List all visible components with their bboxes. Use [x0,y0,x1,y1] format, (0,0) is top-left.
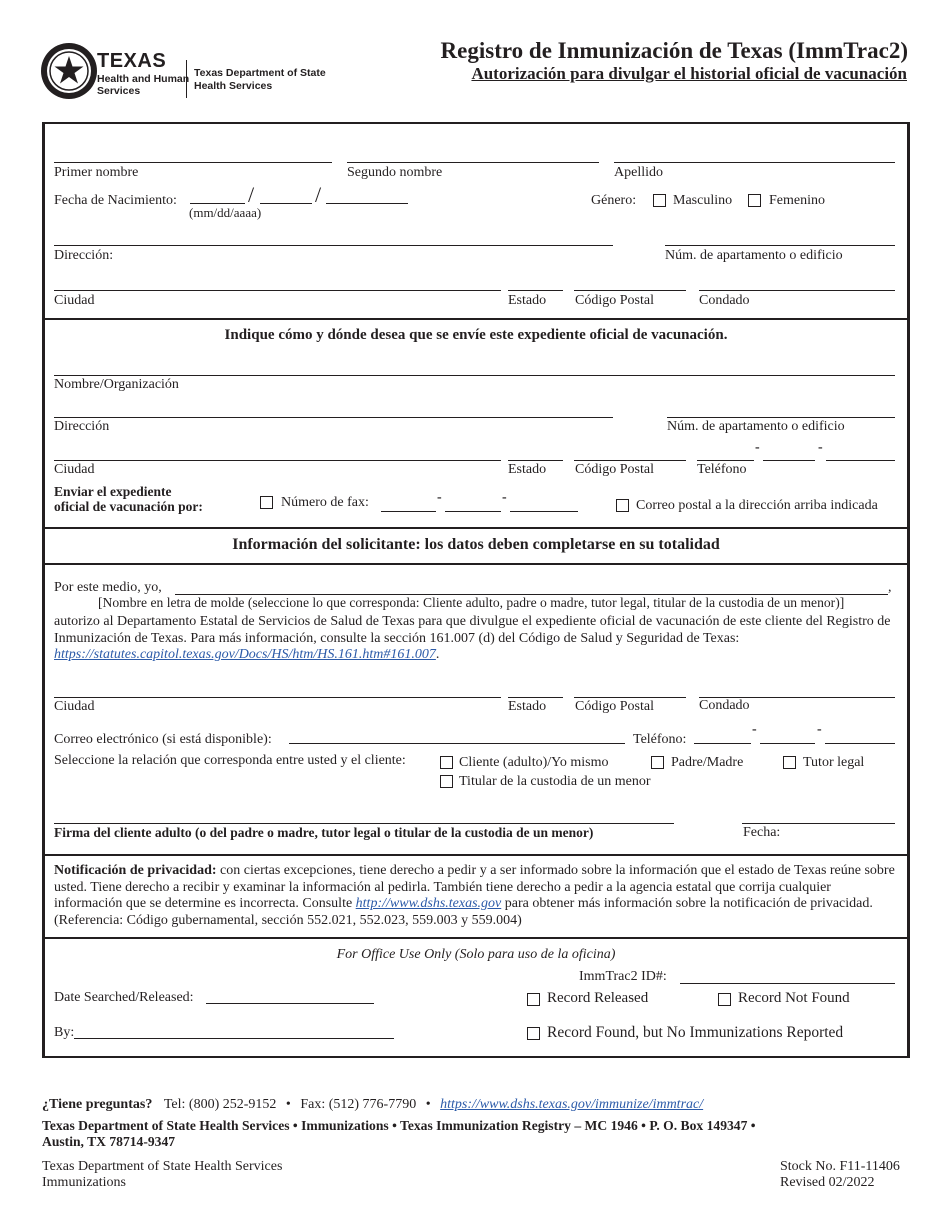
req-zip-label: Código Postal [575,699,654,714]
send-mail-checkbox[interactable] [616,499,629,512]
send-city-line[interactable] [54,460,501,461]
texas-seal-icon [40,42,98,100]
send-zip-label: Código Postal [575,462,654,477]
rel-parent-label: Padre/Madre [671,755,744,770]
footer-bullet-1: • [285,1097,291,1112]
send-name-label: Nombre/Organización [54,377,179,392]
req-phone-dash-2: - [817,722,822,737]
client-address-label: Dirección: [54,248,114,263]
record-found-none-checkbox[interactable] [527,1027,540,1040]
email-line[interactable] [289,743,625,744]
send-phone-dash-2: - [818,440,823,455]
send-city-label: Ciudad [54,462,95,477]
logo-line1: Health and Human [97,73,190,85]
fax-number-line[interactable] [510,511,578,512]
client-city-label: Ciudad [54,293,95,308]
send-by-label-2: oficial de vacunación por: [54,499,203,514]
hereby-comma: , [888,580,892,595]
req-phone-number-line[interactable] [825,743,895,744]
divider-send [44,527,908,529]
client-county-line[interactable] [699,290,895,291]
rel-guardian-label: Tutor legal [803,755,865,770]
send-mail-label: Correo postal a la dirección arriba indicada [636,498,878,513]
privacy-text-1: con ciertas excepciones, tiene derecho a pedir y a ser informado sobre la información que el estado de Texas reúne sobre usted. Tiene derecho a recibir y examinar la información al pedirla. También tiene derecho a pedir a la agencia estatal que corrija cualquier información que se determine es incorrecta. Consulte [54,863,895,911]
middle-name-label: Segundo nombre [347,165,443,180]
req-zip-line[interactable] [574,697,686,698]
office-id-label: ImmTrac2 ID#: [579,969,667,984]
footer-fax: Fax: (512) 776-7790 [300,1097,417,1112]
divider-requester [44,854,908,856]
privacy-text-2: para obtener más información sobre la notificación de privacidad. (Referencia: Código gubernamental, sección 552.021, 552.023, 559.003 y 559.004) [54,896,873,928]
logo-dept-line1: Texas Department of State [194,67,326,79]
send-heading: Indique cómo y dónde desea que se envíe este expediente oficial de vacunación. [224,327,728,343]
office-date-label: Date Searched/Released: [54,990,194,1005]
email-label: Correo electrónico (si está disponible): [54,732,272,747]
send-address-label: Dirección [54,419,110,434]
footer-stock: Stock No. F11-11406 [780,1159,900,1174]
gender-male-label: Masculino [673,193,733,208]
rel-adult-label: Cliente (adulto)/Yo mismo [459,755,609,770]
client-address-line[interactable] [54,245,613,246]
rel-adult-checkbox[interactable] [440,756,453,769]
dob-day-line[interactable] [260,203,312,204]
logo-dept-line2: Health Services [194,80,273,92]
client-apt-line[interactable] [665,245,895,246]
divider-requester-heading [44,563,908,565]
record-found-none-label: Record Found, but No Immunizations Reported [547,1024,844,1041]
client-zip-label: Código Postal [575,293,654,308]
send-name-line[interactable] [54,375,895,376]
send-apt-label: Núm. de apartamento o edificio [667,419,845,434]
send-fax-checkbox[interactable] [260,496,273,509]
gender-male-checkbox[interactable] [653,194,666,207]
footer-contact [42,1097,703,1113]
req-city-label: Ciudad [54,699,95,714]
signature-line[interactable] [54,823,674,824]
privacy-notice [54,863,900,929]
rel-guardian-checkbox[interactable] [783,756,796,769]
footer-org-1: Texas Department of State Health Services [42,1159,283,1174]
fax-dash-2: - [502,490,507,505]
req-city-line[interactable] [54,697,501,698]
signature-date-line[interactable] [742,823,895,824]
office-by-line[interactable] [74,1038,394,1039]
signature-label: Firma del cliente adulto (o del padre o madre, tutor legal o titular de la custodia de un menor) [54,825,594,840]
authorize-paragraph [54,614,896,664]
dob-label: Fecha de Nacimiento: [54,193,177,208]
send-phone-dash-1: - [755,440,760,455]
send-phone-prefix-line[interactable] [763,460,815,461]
privacy-label: Notificación de privacidad: [54,863,217,878]
client-state-line[interactable] [508,290,563,291]
page-subtitle: Autorización para divulgar el historial oficial de vacunación [471,64,907,83]
fax-dash-1: - [437,490,442,505]
dob-sep-1: / [248,182,255,207]
req-state-line[interactable] [508,697,563,698]
divider-client [44,318,908,320]
authorize-text: autorizo al Departamento Estatal de Servicios de Salud de Texas para que divulgue el expediente oficial de vacunación de este cliente del Registro de Inmunización de Texas. Para más información, consulte la sección 161.007 (d) del Código de Salud y Seguridad de Texas: [54,614,891,646]
gender-female-checkbox[interactable] [748,194,761,207]
send-phone-line-number[interactable] [826,460,895,461]
rel-custodian-checkbox[interactable] [440,775,453,788]
send-by-label-1: Enviar el expediente [54,484,172,499]
client-county-label: Condado [699,293,750,308]
footer-address-2: Austin, TX 78714-9347 [42,1134,176,1149]
client-city-line[interactable] [54,290,501,291]
fax-area-line[interactable] [381,511,436,512]
privacy-link[interactable]: http://www.dshs.texas.gov [355,896,502,911]
logo-line2: Services [97,85,141,97]
first-name-label: Primer nombre [54,165,139,180]
requester-heading: Información del solicitante: los datos deben completarse en su totalidad [232,536,720,553]
client-apt-label: Núm. de apartamento o edificio [665,248,843,263]
send-zip-line[interactable] [574,460,686,461]
dob-sep-2: / [315,182,322,207]
dob-format: (mm/dd/aaaa) [189,205,262,220]
footer-questions: ¿Tiene preguntas? [42,1097,153,1112]
middle-name-line[interactable] [347,162,599,163]
req-phone-prefix-line[interactable] [760,743,815,744]
office-id-line[interactable] [680,983,895,984]
relation-label: Seleccione la relación que corresponda entre usted y el cliente: [54,753,406,768]
first-name-line[interactable] [54,162,332,163]
logo-state: TEXAS [97,50,167,72]
req-county-label: Condado [699,698,750,713]
last-name-label: Apellido [614,165,663,180]
footer-link[interactable]: https://www.dshs.texas.gov/immunize/immtrac/ [440,1097,704,1112]
last-name-line[interactable] [614,162,895,163]
record-released-label: Record Released [547,990,649,1006]
client-zip-line[interactable] [574,290,686,291]
footer-address-1: Texas Department of State Health Services • Immunizations • Texas Immunization Registry – MC 1946 • P. O. Box 149347 • [42,1118,756,1133]
send-address-line[interactable] [54,417,613,418]
client-state-label: Estado [508,293,547,308]
name-note: [Nombre en letra de molde (seleccione lo que corresponda: Cliente adulto, padre o madre, tutor legal, titular de la custodia de un menor)] [98,595,845,610]
record-released-checkbox[interactable] [527,993,540,1006]
send-state-label: Estado [508,462,547,477]
page-title: Registro de Inmunización de Texas (ImmTrac2) [440,38,908,63]
req-state-label: Estado [508,699,547,714]
texas-hhs-logo [40,42,326,102]
office-date-line[interactable] [206,1003,374,1004]
footer-revised: Revised 02/2022 [780,1175,875,1190]
dob-month-line[interactable] [190,203,245,204]
hereby-label: Por este medio, yo, [54,580,162,595]
send-phone-area-line[interactable] [697,460,754,461]
dob-year-line[interactable] [326,203,408,204]
fax-prefix-line[interactable] [445,511,501,512]
logo-divider [186,60,187,98]
record-not-found-label: Record Not Found [738,990,850,1006]
gender-label: Género: [591,193,637,208]
footer-tel: Tel: (800) 252-9152 [163,1097,277,1112]
footer-org-2: Immunizations [42,1175,126,1190]
send-fax-label: Número de fax: [281,495,369,510]
office-heading: For Office Use Only (Solo para uso de la oficina) [336,947,616,962]
send-phone-label: Teléfono [697,462,747,477]
rel-custodian-label: Titular de la custodia de un menor [459,774,651,789]
statute-link[interactable]: https://statutes.capitol.texas.gov/Docs/HS/htm/HS.161.htm#161.007 [54,647,436,662]
footer-bullet-2: • [425,1097,431,1112]
gender-female-label: Femenino [769,193,825,208]
divider-privacy [44,937,908,939]
record-not-found-checkbox[interactable] [718,993,731,1006]
rel-parent-checkbox[interactable] [651,756,664,769]
req-phone-label: Teléfono: [633,732,687,747]
signature-date-label: Fecha: [743,825,781,840]
req-phone-dash-1: - [752,722,757,737]
authorize-period: . [435,647,440,662]
send-apt-line[interactable] [667,417,895,418]
office-by-label: By: [54,1025,75,1040]
req-phone-area-line[interactable] [694,743,751,744]
send-state-line[interactable] [508,460,563,461]
